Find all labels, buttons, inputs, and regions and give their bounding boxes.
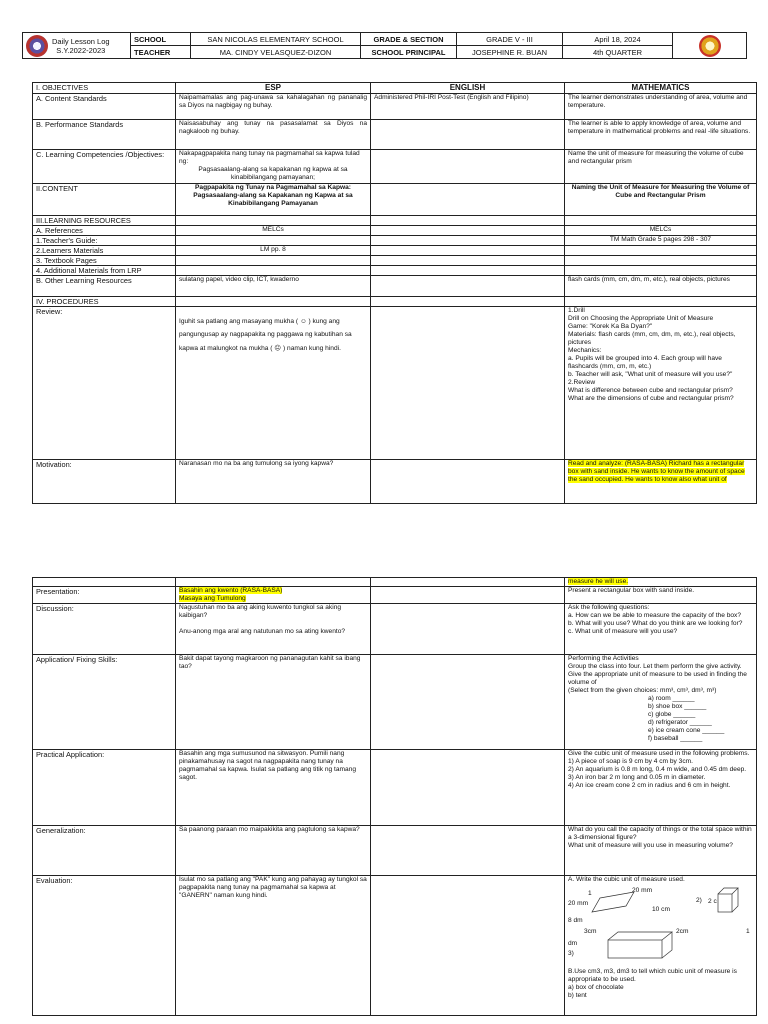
grade-value: GRADE V - III xyxy=(457,33,563,46)
generalization-label: Generalization: xyxy=(33,826,176,876)
teacher-value: MA. CINDY VELASQUEZ-DIZON xyxy=(191,46,361,59)
competencies-esp-line-2: Pagsasaalang-alang sa kapakanan ng kapwa at sa kinabibilangang pamayanan; xyxy=(198,165,348,181)
header-table xyxy=(22,32,747,59)
application-label: Application/ Fixing Skills: xyxy=(33,655,176,750)
objectives-heading: I. OBJECTIVES xyxy=(33,83,176,94)
fig3-label-3cm: 3cm xyxy=(584,928,597,936)
content-esp: Pagpapakita ng Tunay na Pagmamahal sa Kapwa: Pagsasaalang-alang sa Kapakanan ng Kapwa at sa Kinabibilangang Pamayanan xyxy=(176,183,371,215)
evaluation-figures-svg xyxy=(568,884,754,968)
learners-materials-label: 2.Learners Materials xyxy=(33,245,176,255)
grade-label: GRADE & SECTION xyxy=(361,33,457,46)
fig1-shape xyxy=(592,892,634,912)
content-standards-math: The learner demonstrates understanding of area, volume and temperature. xyxy=(565,93,757,119)
lesson-table-page-2 xyxy=(32,577,757,1016)
other-resources-label: B. Other Learning Resources xyxy=(33,275,176,296)
evaluation-math-b: B.Use cm3, m3, dm3 to tell which cubic unit of measure is appropriate to be used. a) box of chocolate b) tent xyxy=(568,968,737,1000)
col-math-heading: MATHEMATICS xyxy=(565,83,757,94)
generalization-math: What do you call the capacity of things or the total space within a 3-dimensional figure? What unit of measure will you use in measuring volume? xyxy=(565,826,757,876)
presentation-esp-line-2: Masaya ang Tumulong xyxy=(179,595,246,603)
fig3-prism xyxy=(608,932,672,958)
content-english xyxy=(371,183,565,215)
performance-standards-esp: Naisasabuhay ang tunay na pasasalamat sa Diyos na nagkaloob ng buhay. xyxy=(176,119,371,149)
school-info-cell xyxy=(23,33,131,59)
evaluation-figures xyxy=(568,884,753,968)
motivation-math-text: Read and analyze: (RASA-BASA) Richard has a rectangular box with sand inside. He wants to know the amount of space the sand occupied. He wants to know also what unit of xyxy=(568,459,745,484)
review-label: Review: xyxy=(33,306,176,459)
evaluation-label: Evaluation: xyxy=(33,876,176,1016)
fig2-label-10cm: 10 cm xyxy=(652,906,670,914)
evaluation-math-a: A. Write the cubic unit of measure used. xyxy=(568,876,685,884)
discussion-esp: Nagustuhan mo ba ang aking kuwento tungkol sa aking kaibigan? Anu-anong mga aral ang natutunan mo sa ating kwento? xyxy=(176,604,371,655)
content-standards-label: A. Content Standards xyxy=(33,93,176,119)
continued-math-text: measure he will use. xyxy=(568,578,629,585)
procedures-label: IV. PROCEDURES xyxy=(33,296,176,306)
col-english-heading: ENGLISH xyxy=(371,83,565,94)
textbook-pages-label: 3. Textbook Pages xyxy=(33,255,176,265)
other-resources-math: flash cards (mm, cm, dm, m, etc.), real objects, pictures xyxy=(565,275,757,296)
principal-value: JOSEPHINE R. BUAN xyxy=(457,46,563,59)
references-math: MELCs xyxy=(565,225,757,235)
seal-cell xyxy=(673,33,747,59)
content-label: II.CONTENT xyxy=(33,183,176,215)
other-resources-esp: sulatang papel, video clip, ICT, kwaderno xyxy=(176,275,371,296)
practical-esp: Basahin ang mga sumusunod na sitwasyon. Pumili nang pinakamahusay na sagot na nagpapakita nang tunay na pagmamahal sa kapwa. Isulat sa patlang ang titik ng tamang sagot. xyxy=(176,750,371,826)
resources-label: III.LEARNING RESOURCES xyxy=(33,215,176,225)
principal-label: SCHOOL PRINCIPAL xyxy=(361,46,457,59)
presentation-esp xyxy=(176,587,371,604)
review-esp xyxy=(176,306,371,459)
fig3-label-1: 1 xyxy=(746,928,750,936)
competencies-math: Name the unit of measure for measuring the volume of cube and rectangular prism xyxy=(565,149,757,183)
motivation-esp: Naranasan mo na ba ang tumulong sa iyong kapwa? xyxy=(176,459,371,503)
review-esp-text: Iguhit sa patlang ang masayang mukha ( ☺ ) kung ang pangungusap ay nagpapakita ng paggawa ng kabutihan sa kapwa at malungkot na mukha ( ☹ ) naman kung hindi. xyxy=(179,317,352,352)
references-label: A. References xyxy=(33,225,176,235)
learners-materials-esp: LM pp. 8 xyxy=(176,245,371,255)
discussion-label: Discussion: xyxy=(33,604,176,655)
references-esp: MELCs xyxy=(176,225,371,235)
fig3-label-dm: dm xyxy=(568,940,578,948)
content-standards-english: Administered Phil-IRI Post-Test (English and Filipino) xyxy=(371,93,565,119)
application-items: a) room ______ b) shoe box ______ c) globe ______ d) refrigerator ______ e) ice cream cone ______ f) baseball ______ xyxy=(648,695,725,743)
teachers-guide-math: TM Math Grade 5 pages 298 - 307 xyxy=(565,235,757,245)
fig1-number: 1 xyxy=(588,890,592,898)
fig1-label-20mm-a: 20 mm xyxy=(568,900,589,908)
review-math: 1.Drill Drill on Choosing the Appropriate Unit of Measure Game: "Korek Ka Ba Dyan?" Materials: flash cards (mm, cm, dm, m, etc.), real objects, pictures Mechanics: a. Pupils will be grouped into 4. Each group will have flashcards (mm, cm, m, etc.) b. Teacher will ask, "What unit of measure will you use?" 2.Review What is difference between cube and rectangular prism? What are the dimensions of cube and rectangular prism? xyxy=(565,306,757,459)
additional-materials-label: 4. Additional Materials from LRP xyxy=(33,265,176,275)
competencies-label: C. Learning Competencies /Objectives: xyxy=(33,149,176,183)
competencies-esp-line-1: Nakapagpapakita nang tunay na pagmamahal sa kapwa tulad ng: xyxy=(179,149,360,165)
lesson-table-page-1 xyxy=(32,82,757,504)
competencies-english xyxy=(371,149,565,183)
doc-title: Daily Lesson Log xyxy=(52,36,110,46)
fig1-label-20mm-b: 20 mm xyxy=(632,887,653,895)
quarter-value: 4th QUARTER xyxy=(563,46,673,59)
application-esp: Bakit dapat tayong magkaroon ng pananagutan kahit sa ibang tao? xyxy=(176,655,371,750)
performance-standards-math: The learner is able to apply knowledge of area, volume and temperature in mathematical problems and real -life situations. xyxy=(565,119,757,149)
fig2-label-2c: 2 c xyxy=(708,898,717,906)
motivation-label: Motivation: xyxy=(33,459,176,503)
evaluation-math xyxy=(565,876,757,1016)
presentation-label: Presentation: xyxy=(33,587,176,604)
school-year: S.Y.2022-2023 xyxy=(56,45,106,55)
content-math: Naming the Unit of Measure for Measuring the Volume of Cube and Rectangular Prism xyxy=(565,183,757,215)
discussion-math: Ask the following questions: a. How can we be able to measure the capacity of the box? b. What will you use? What do you think are we looking for? c. What unit of measure will you use? xyxy=(565,604,757,655)
fig3-number: 3) xyxy=(568,950,574,958)
practical-label: Practical Application: xyxy=(33,750,176,826)
date-value: April 18, 2024 xyxy=(563,33,673,46)
col-esp-heading: ESP xyxy=(176,83,371,94)
presentation-math: Present a rectangular box with sand inside. xyxy=(565,587,757,604)
content-standards-esp: Naipamamalas ang pag-unawa sa kahalagahan ng pananalig sa Diyos na nagbigay ng buhay. xyxy=(176,93,371,119)
fig2-number: 2) xyxy=(696,897,702,905)
school-seal-logo xyxy=(699,35,721,57)
teacher-label: TEACHER xyxy=(131,46,191,59)
school-value: SAN NICOLAS ELEMENTARY SCHOOL xyxy=(191,33,361,46)
teachers-guide-label: 1.Teacher's Guide: xyxy=(33,235,176,245)
generalization-esp: Sa paanong paraan mo maipakikita ang pagtulong sa kapwa? xyxy=(176,826,371,876)
application-math-text: Performing the Activities Group the class into four. Let them perform the give activity. Give the appropriate unit of measure to be used in finding the volume of (Select from the given choices: mm³, cm³, dm³, m³) xyxy=(568,655,747,695)
fig3-label-2cm: 2cm xyxy=(676,928,689,936)
motivation-math xyxy=(565,459,757,503)
deped-logo xyxy=(26,35,48,57)
presentation-esp-line-1: Basahin ang kwento (RASA-BASA) xyxy=(179,587,283,595)
performance-standards-label: B. Performance Standards xyxy=(33,119,176,149)
application-math xyxy=(565,655,757,750)
evaluation-esp: Isulat mo sa patlang ang "PAK" kung ang pahayag ay tungkol sa pagpapakita nang tunay na pagmamahal sa kapwa at "GANERN" naman kung hindi. xyxy=(176,876,371,1016)
continued-math xyxy=(565,578,757,587)
school-label: SCHOOL xyxy=(131,33,191,46)
performance-standards-english xyxy=(371,119,565,149)
practical-math: Give the cubic unit of measure used in the following problems. 1) A piece of soap is 9 cm by 4 cm by 3cm. 2) An aquarium is 0.8 m long, 0.4 m wide, and 0.45 dm deep. 3) An iron bar 2 m long and 0.05 m in diameter. 4) An ice cream cone 2 cm in radius and 6 cm in height. xyxy=(565,750,757,826)
competencies-esp xyxy=(176,149,371,183)
fig2-cube xyxy=(718,888,738,912)
fig3-label-8dm: 8 dm xyxy=(568,917,583,925)
